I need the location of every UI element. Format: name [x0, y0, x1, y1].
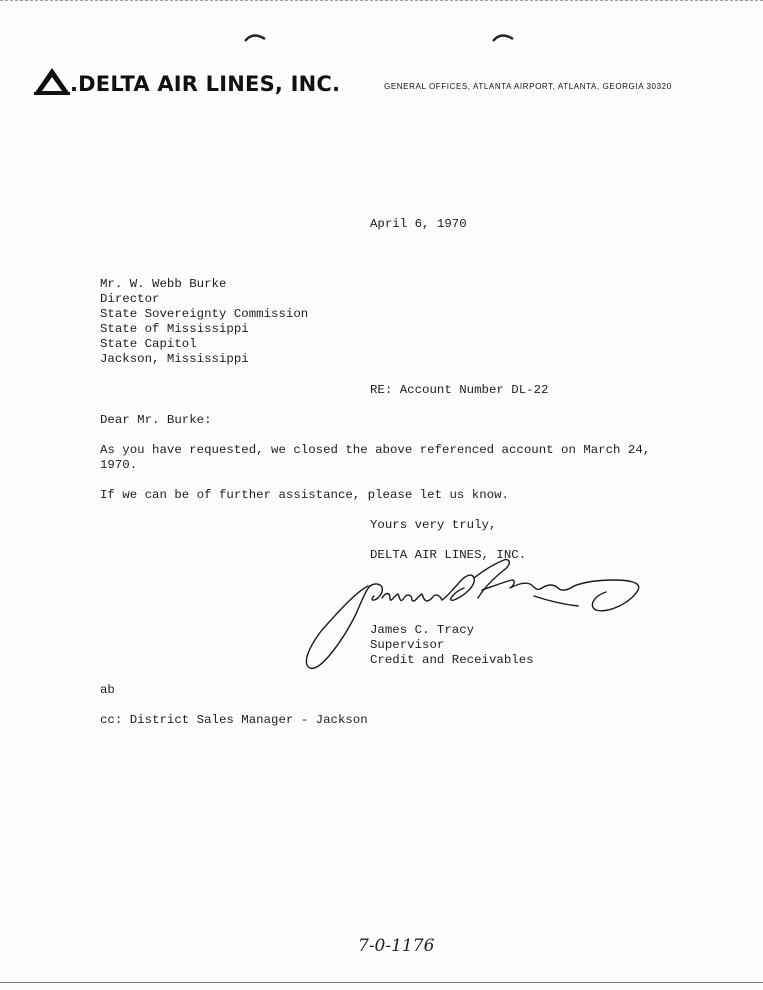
office-address: GENERAL OFFICES, ATLANTA AIRPORT, ATLANTA, GEORGIA 30320	[384, 82, 672, 91]
recipient-address	[100, 277, 308, 367]
body-line: As you have requested, we closed the above referenced account on March 24,	[100, 443, 651, 457]
typist-initials: ab	[100, 683, 115, 697]
carbon-copy-line: cc: District Sales Manager - Jackson	[100, 713, 368, 727]
letterhead	[32, 64, 732, 104]
complimentary-close: Yours very truly,	[370, 518, 497, 532]
recipient-line: Director	[100, 292, 160, 306]
handwritten-file-number: 7-0-1176	[358, 936, 435, 956]
punch-mark-icon	[244, 30, 266, 44]
recipient-line: State of Mississippi	[100, 322, 249, 336]
recipient-line: State Capitol	[100, 337, 197, 351]
body-line: 1970.	[100, 458, 138, 472]
company-signature-line: DELTA AIR LINES, INC.	[370, 548, 527, 562]
punch-mark-icon	[492, 30, 514, 44]
signer-department: Credit and Receivables	[370, 653, 534, 667]
closing-paragraph: If we can be of further assistance, please let us know.	[100, 488, 509, 502]
delta-widget-logo-icon	[32, 66, 72, 96]
recipient-line: Jackson, Mississippi	[100, 352, 249, 366]
signer-title: Supervisor	[370, 638, 445, 652]
letter-date: April 6, 1970	[370, 217, 467, 231]
signer-block	[370, 623, 534, 668]
reference-line: RE: Account Number DL-22	[370, 383, 549, 397]
company-name: .DELTA AIR LINES, INC.	[70, 72, 341, 96]
top-dashed-edge	[0, 0, 763, 3]
salutation: Dear Mr. Burke:	[100, 413, 212, 427]
recipient-line: State Sovereignty Commission	[100, 307, 309, 321]
body-paragraph	[100, 443, 650, 473]
bottom-edge-rule	[0, 982, 763, 985]
signer-name: James C. Tracy	[370, 623, 475, 637]
recipient-line: Mr. W. Webb Burke	[100, 277, 227, 291]
